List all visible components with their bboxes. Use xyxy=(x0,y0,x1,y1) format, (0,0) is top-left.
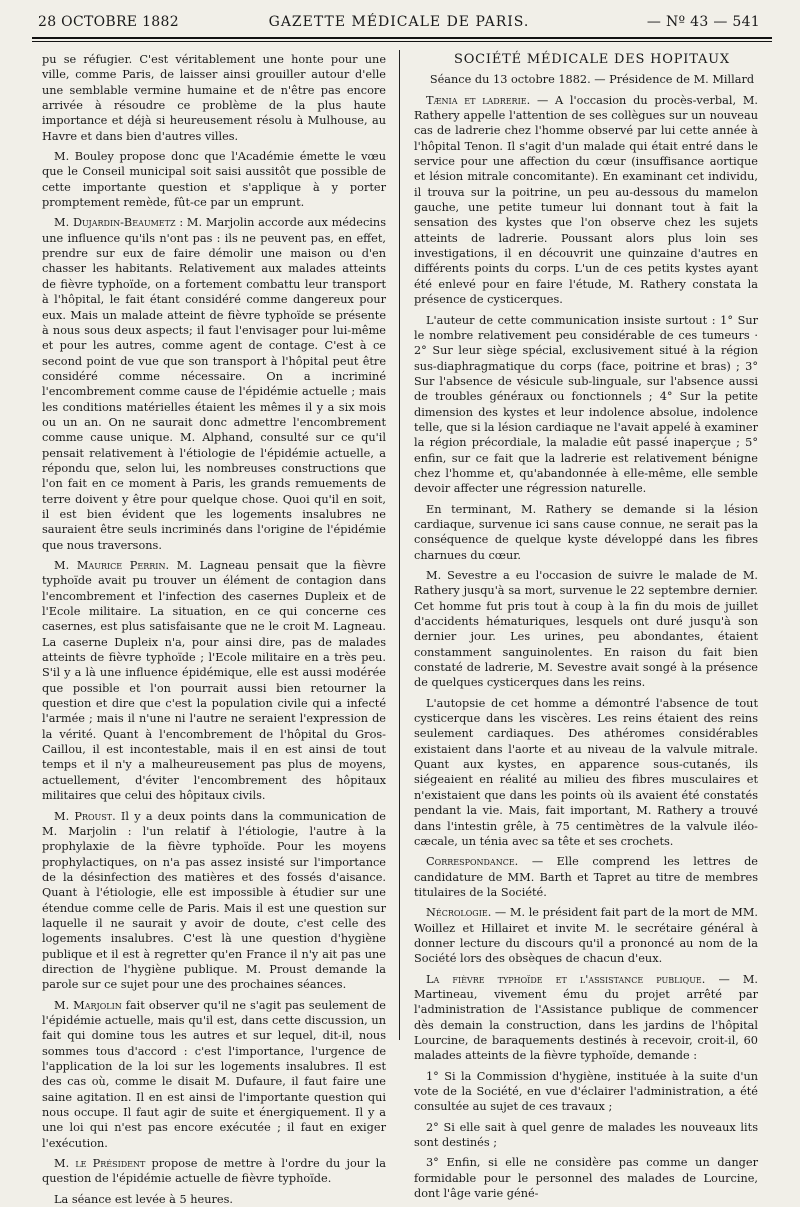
paragraph-text: — A l'occasion du procès-verbal, M. Rathery appelle l'attention de ses collègues sur un nouveau cas de ladrerie chez l'homme observé par lui cette année à l'hôpital Tenon. Il s'agit d'un malade qui était entré dans le service pour une affection du cœur (insuffisance aortique et lésion mitrale concomitante). En examinant cet individu, il trouva sur la poitrine, un peu au-dessous du mamelon gauche, une petite tumeur lui donnant tout à fait la sensation des kystes que l'on observe chez les sujets atteints de ladrerie. Poussant alors plus loin ses investigations, il en découvrit une quinzaine d'autres en différents points du corps. L'un de ces petits kystes ayant été enlevé pour en faire l'étude, M. Rathery constata la présence de cysticerques. xyxy=(414,93,758,307)
speech-text: . Il y a deux points dans la communication de M. Marjolin : l'un relatif à l'étiologie, l'autre à la prophylaxie de la fièvre typhoïde. Pour les moyens prophylactiques, on n'a pas assez insisté sur l'importance de la désinfection des matières et des fossés d'aisance. Quant à l'étiologie, elle est impossible à étudier sur une étendue comme celle de Paris. Mais il est une question sur laquelle il ne saurait y avoir de doute, c'est celle des logements insalubres. C'est là une question d'hygiène publique et il est à regretter qu'en France il n'y ait pas une direction de l'hygiène publique. M. Proust demande la parole sur ce sujet pour une des prochaines séances. xyxy=(42,809,386,992)
paragraph xyxy=(42,809,386,993)
paragraph xyxy=(42,215,386,553)
section-title: SOCIÉTÉ MÉDICALE DES HOPITAUX xyxy=(454,52,730,67)
subsection-heading: Correspondance. xyxy=(426,855,519,869)
list-item: 3° Enfin, si elle ne considère pas comme un danger formidable pour le personnel des malades de Lourcine, dont l'âge varie géné- xyxy=(414,1156,758,1201)
paragraph xyxy=(414,93,758,308)
speech-text: . M. Lagneau pensait que la fièvre typhoïde avait pu trouver un élément de contagion dans l'encombrement et l'infection des casernes Dupleix et de l'Ecole militaire. La situation, en ce qui concerne ces casernes, est plus satisfaisante que ne le croit M. Lagneau. La caserne Dupleix n'a, pour ainsi dire, pas de malades atteints de fièvre typhoïde ; l'Ecole militaire en a très peu. S'il y a là une influence épidémique, elle est aussi modérée que possible et l'on pourrait aussi bien retourner la question et dire que c'est la population civile qui a infecté l'armée ; mais il n'une ni l'autre ne seraient l'expression de la vérité. Quant à l'encombrement de l'hôpital du Gros-Caillou, il est incontestable, mais il en est ainsi de tout temps et il n'y a malheureusement pas plus de moyens, actuellement, d'éviter l'encombrement des hôpitaux militaires que celui des hôpitaux civils. xyxy=(42,559,386,803)
speech-text: fait observer qu'il ne s'agit pas seulement de l'épidémie actuelle, mais qu'il est, dans cette discussion, un fait qui domine tous les autres et sur lequel, dit-il, nous sommes tous d'accord : c'est l'importance, l'urgence de l'application de la loi sur les logements insalubres. Il est des cas où, comme le disait M. Dufaure, il faut faire une saine agitation. Il en est ainsi de l'importante question qui nous occupe. Il faut agir de suite et énergiquement. Il y a une loi qui n'est pas encore exécutée ; il faut en exiger l'exécution. xyxy=(42,998,386,1150)
closing-line: La séance est levée à 5 heures. xyxy=(54,1192,233,1206)
paragraph-text: — M. le président fait part de la mort de MM. Woillez et Hillairet et invite M. le secrétaire général à donner lecture du discours qu'il a prononcé au nom de la Société lors des obsèques de chacun d'eux. xyxy=(414,906,758,966)
speaker-name: M. le Président xyxy=(54,1157,146,1171)
speaker-name: M. Maurice Perrin xyxy=(54,559,166,572)
speech-text: propose de mettre à l'ordre du jour la question de l'épidémie actuelle de fièvre typhoïde. xyxy=(42,1157,386,1186)
paragraph: En terminant, M. Rathery se demande si la lésion cardiaque, survenue ici sans cause connue, ne serait pas la conséquence de quelque kyste développé dans les fibres charnues du cœur. xyxy=(414,502,758,562)
paragraph-text: — M. Martineau, vivement ému du projet arrêté par l'administration de l'Assistance publique de commencer dès demain la construction, dans les jardins de l'hôpital Lourcine, de baraquements destinés à recevoir, croit-il, 60 malades atteints de la fièvre typhoïde, demande : xyxy=(414,972,758,1063)
paragraph xyxy=(414,854,758,900)
right-column xyxy=(414,52,758,1201)
header-rule-thick xyxy=(32,37,772,39)
paragraph: M. Bouley propose donc que l'Académie émette le vœu que le Conseil municipal soit saisi aussitôt que possible de cette importante question et s'applique à y porter promptement remède, fût-ce par un emprunt. xyxy=(42,150,386,210)
paragraph xyxy=(414,972,758,1064)
page-header xyxy=(38,14,760,34)
subsection-heading: La fièvre typhoïde et l'assistance publique. xyxy=(426,972,706,986)
speaker-name: M. Marjolin xyxy=(54,998,122,1012)
header-rule-thin xyxy=(32,41,772,42)
left-column xyxy=(42,52,386,1206)
page-number: — Nº 43 — 541 xyxy=(646,14,760,30)
paragraph xyxy=(42,558,386,804)
paragraph: L'autopsie de cet homme a démontré l'absence de tout cysticerque dans les viscères. Les reins étaient des reins seulement cardiaques. Des athéromes considérables existaient dans l'aorte et au niveau de la valvule mitrale. Quant aux kystes, en apparence sous-cutanés, ils siégeaient en réalité au milieu des fibres musculaires et n'existaient que dans les points où ils avaient été constatés pendant la vie. Mais, fait important, M. Rathery a trouvé dans l'intestin grêle, à 75 centimètres de la valvule iléo-cæcale, un ténia avec sa tête et ses crochets. xyxy=(414,696,758,848)
paragraph: L'auteur de cette communication insiste surtout : 1° Sur le nombre relativement peu considérable de ces tumeurs · 2° Sur leur siège spécial, exclusivement situé à la région sus-diaphragmatique du corps (face, poitrine et bras) ; 3° Sur l'absence de vésicule sub-linguale, sur l'absence aussi de troubles généraux ou fonctionnels ; 4° Sur la petite dimension des kystes et leur indolence absolue, indolence telle, que si la lésion cardiaque ne l'avait appelé à examiner la région précordiale, la maladie eût passé inaperçue ; 5° enfin, sur ce fait que la ladrerie est relativement bénigne chez l'homme et, qu'abandonnée à elle-même, elle semble devoir affecter une régression naturelle. xyxy=(414,313,758,496)
subsection-heading: Nécrologie. xyxy=(426,906,492,920)
paragraph-text: — Elle comprend les lettres de candidature de MM. Barth et Tapret au titre de membres titulaires de la Société. xyxy=(414,855,758,899)
journal-title: GAZETTE MÉDICALE DE PARIS. xyxy=(268,14,530,30)
paragraph: pu se réfugier. C'est véritablement une honte pour une ville, comme Paris, de laisser ainsi grouiller autour d'elle une semblable vermine humaine et de n'être pas encore arrivée à résoudre ce problème de la plus haute importance et déjà si heureusement résolu à Mulhouse, au Havre et dans bien d'autres villes. xyxy=(42,53,386,143)
speaker-name: M. Proust xyxy=(54,809,113,823)
issue-date: 28 OCTOBRE 1882 xyxy=(38,14,179,30)
paragraph xyxy=(42,998,386,1151)
speaker-name: M. Dujardin-Beaumetz xyxy=(54,216,176,230)
list-item: 1° Si la Commission d'hygiène, instituée à la suite d'un vote de la Société, en vue d'éclairer l'administration, a été consultée au sujet de ces travaux ; xyxy=(414,1069,758,1114)
paragraph: M. Sevestre a eu l'occasion de suivre le malade de M. Rathery jusqu'à sa mort, survenue le 22 septembre dernier. Cet homme fut pris tout à coup à la fin du mois de juillet d'accidents hématuriques, lesquels ont duré jusqu'à son dernier jour. Les urines, peu abondantes, étaient constamment sanguinolentes. En raison du fait bien constaté de ladrerie, M. Sevestre avait songé à la présence de quelques cysticerques dans les reins. xyxy=(414,569,758,690)
list-item: 2° Si elle sait à quel genre de malades les nouveaux lits sont destinés ; xyxy=(414,1120,758,1150)
paragraph xyxy=(42,1156,386,1187)
paragraph xyxy=(414,905,758,966)
subsection-heading: Tænia et ladrerie. xyxy=(426,93,531,107)
session-line: Séance du 13 octobre 1882. — Présidence de M. Millard xyxy=(429,73,755,87)
column-separator xyxy=(399,50,400,1040)
speech-text: : M. Marjolin accorde aux médecins une influence qu'ils n'ont pas : ils ne peuvent pas, en effet, prendre sur eux de faire démolir une maison ou d'en chasser les habitants. Relativement aux malades atteints de fièvre typhoïde, on a fortement combattu leur transport à l'hôpital, le fait étant considéré comme dangereux pour eux. Mais un malade atteint de fièvre typhoïde se présente à nous sous deux aspects; il faut l'envisager pour lui-même et pour les autres, comme agent de contage. C'est à ce second point de vue que son transport à l'hôpital peut être considéré comme nécessaire. On a incriminé l'encombrement comme cause de l'épidémie actuelle ; mais les conditions matérielles étaient les mêmes il y a six mois ou un an. On ne saurait donc admettre l'encombrement comme cause unique. M. Alphand, consulté sur ce qu'il pensait relativement à l'étiologie de l'épidémie actuelle, a répondu que, selon lui, les nombreuses constructions que l'on fait en ce moment à Paris, les grands remuements de terre doivent y être pour quelque chose. Quoi qu'il en soit, il est bien évident que les logements insalubres ne sauraient être seuls incriminés dans l'origine de l'épidémie que nous traversons. xyxy=(42,216,386,552)
